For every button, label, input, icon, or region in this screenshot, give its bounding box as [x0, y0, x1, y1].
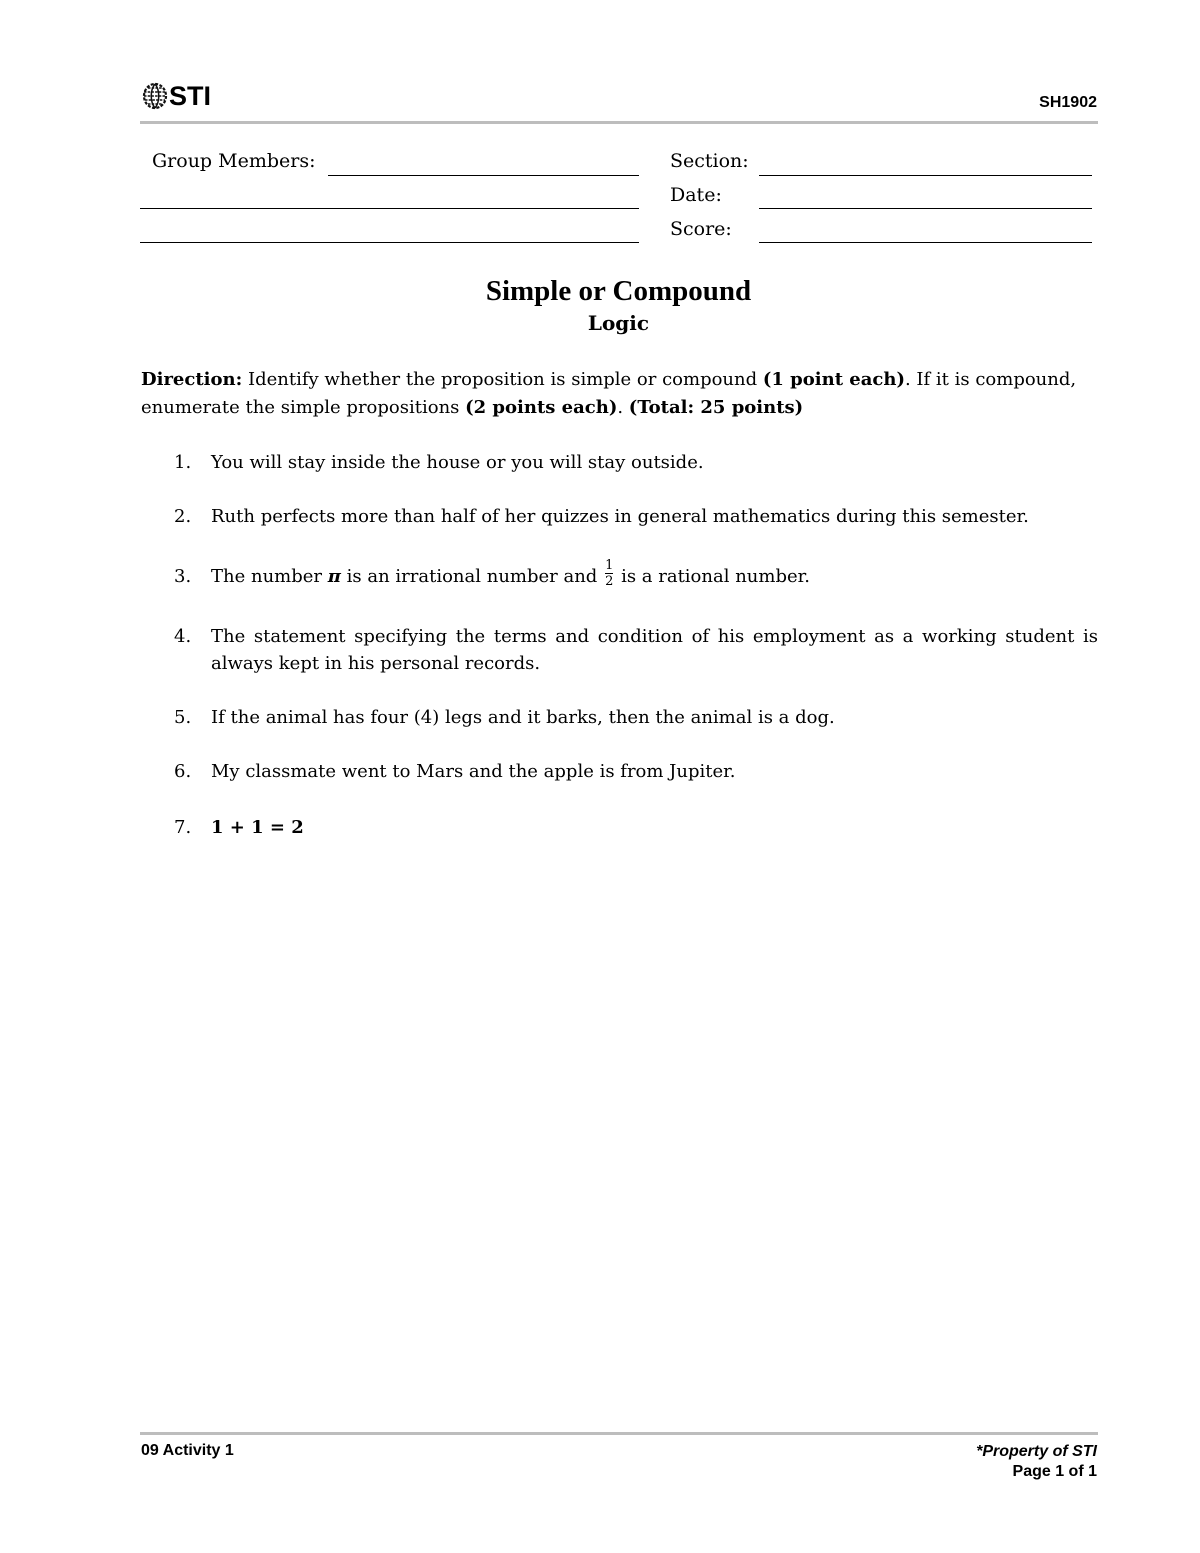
item-equation: 1 + 1 = 2	[211, 817, 304, 838]
score-label: Score:	[670, 218, 732, 240]
item-number: 6.	[174, 761, 192, 782]
item-text: My classmate went to Mars and the apple is from Jupiter.	[211, 761, 736, 782]
item-text-c: is a rational number.	[615, 566, 810, 587]
item-text: If the animal has four (4) legs and it barks, then the animal is a dog.	[211, 707, 835, 728]
item-text-b: is an irrational number and	[340, 566, 604, 587]
document-code: SH1902	[1039, 94, 1097, 111]
fraction-numerator: 1	[605, 557, 614, 573]
section-label: Section:	[670, 150, 749, 172]
pi-symbol: π	[327, 566, 341, 587]
score-line[interactable]	[759, 242, 1092, 243]
footer-divider	[140, 1432, 1098, 1435]
item-number: 1.	[174, 452, 192, 473]
list-item	[174, 814, 1098, 841]
direction-label: Direction:	[141, 369, 243, 390]
activity-subtitle: Logic	[587, 311, 650, 335]
group-members-line-1[interactable]	[328, 175, 639, 176]
footer-property: *Property of STI	[976, 1443, 1097, 1460]
direction-text-2: . If it is compound, enumerate the simple propositions	[141, 369, 1077, 418]
fraction-denominator: 2	[605, 573, 614, 589]
date-label: Date:	[670, 184, 722, 206]
group-members-line-3[interactable]	[140, 242, 639, 243]
item-text: The statement specifying the terms and condition of his employment as a working student is always kept in his personal records.	[211, 626, 1098, 674]
header-divider	[140, 121, 1098, 124]
footer-activity-label: 09 Activity 1	[141, 1442, 234, 1459]
direction-total: (Total: 25 points)	[628, 397, 804, 418]
item-number: 4.	[174, 626, 192, 647]
direction-text-3: .	[617, 397, 629, 418]
footer-right	[976, 1442, 1097, 1482]
footer-page-number: Page 1 of 1	[1012, 1463, 1097, 1480]
fraction-one-half	[605, 558, 613, 589]
group-members-label: Group Members:	[152, 150, 316, 172]
list-item	[174, 503, 1098, 530]
direction-text-1: Identify whether the proposition is simple or compound	[242, 369, 763, 390]
section-line[interactable]	[759, 175, 1092, 176]
item-number: 3.	[174, 566, 192, 587]
globe-icon	[142, 82, 168, 110]
item-text-a: The number	[211, 566, 328, 587]
list-item	[174, 449, 1098, 476]
activity-title: Simple or Compound	[485, 275, 752, 307]
direction-points-enumerate: (2 points each)	[465, 397, 618, 418]
sti-logo	[142, 80, 211, 112]
item-number: 5.	[174, 707, 192, 728]
item-number: 7.	[174, 817, 192, 838]
list-item	[174, 758, 1098, 785]
list-item	[174, 704, 1098, 731]
date-line[interactable]	[759, 208, 1092, 209]
direction-paragraph	[141, 366, 1101, 422]
item-text	[211, 557, 1098, 590]
logo-text: STI	[169, 80, 212, 111]
item-number: 2.	[174, 506, 192, 527]
direction-points-each: (1 point each)	[762, 369, 905, 390]
list-item	[174, 557, 1098, 590]
item-text: You will stay inside the house or you will stay outside.	[211, 452, 704, 473]
item-text: Ruth perfects more than half of her quizzes in general mathematics during this semester.	[211, 506, 1029, 527]
group-members-line-2[interactable]	[140, 208, 639, 209]
list-item	[174, 623, 1098, 677]
